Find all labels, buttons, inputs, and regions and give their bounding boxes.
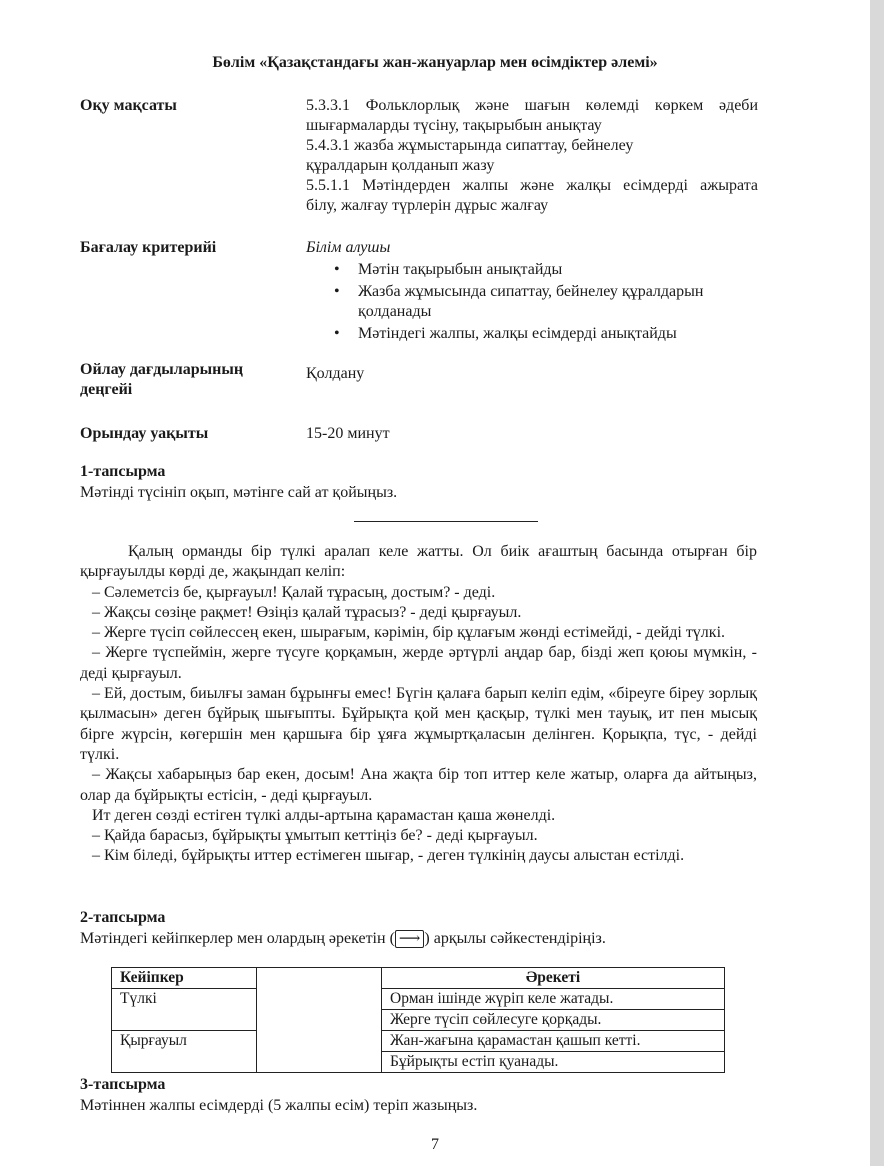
thinking-level-value: Қолдану bbox=[306, 365, 365, 382]
story-paragraph: – Жақсы хабарыңыз бар екен, досым! Ана жақта бір топ иттер келе жатыр, оларға да айтыңыз, олар да бұйрықты естісін, - деді қырғауыл. bbox=[80, 766, 757, 804]
learning-goals-label: Оқу мақсаты bbox=[80, 97, 177, 114]
criteria-list bbox=[306, 260, 758, 344]
header-action: Әрекеті bbox=[382, 968, 725, 989]
bullet-icon: • bbox=[334, 261, 340, 278]
task1-heading: 1-тапсырма bbox=[80, 463, 166, 480]
action-cell[interactable]: Жерге түсіп сөйлесуге қорқады. bbox=[382, 1010, 725, 1031]
story-paragraph: Ит деген сөзді естіген түлкі алды-артына қарамастан қаша жөнелді. bbox=[92, 806, 556, 824]
task3-heading: 3-тапсырма bbox=[80, 1076, 166, 1093]
arrow-icon: ⟶ bbox=[395, 930, 425, 948]
header-character: Кейіпкер bbox=[112, 968, 257, 989]
duration-label: Орындау уақыты bbox=[80, 425, 209, 442]
table-header-row bbox=[112, 968, 725, 989]
page-edge-strip bbox=[870, 0, 884, 1166]
action-cell[interactable]: Жан-жағына қарамастан қашып кетті. bbox=[382, 1031, 725, 1052]
title-answer-line[interactable] bbox=[354, 521, 538, 522]
learning-goal-line: 5.4.3.1 жазба жұмыстарында сипаттау, бейнелеу bbox=[306, 137, 634, 154]
criteria-item: • Мәтіндегі жалпы, жалқы есімдерді анықтайды bbox=[334, 325, 677, 342]
matching-space[interactable] bbox=[257, 989, 382, 1073]
matching-space[interactable] bbox=[257, 968, 382, 989]
learning-goals-value bbox=[306, 96, 758, 216]
thinking-level-label: Ойлау дағдыларының деңгейі bbox=[80, 361, 244, 398]
story-paragraph: – Жерге түспеймін, жерге түсуге қорқамын, жерде әртүрлі аңдар бар, бізді жеп қоюы мүмкін, - деді қырғауыл. bbox=[80, 644, 757, 682]
duration-value: 15-20 минут bbox=[306, 425, 390, 442]
criteria-item: • Жазба жұмысында сипаттау, бейнелеу құралдарын қолданады bbox=[334, 283, 704, 320]
criteria-item: • Мәтін тақырыбын анықтайды bbox=[334, 261, 563, 278]
story-paragraph: – Кім біледі, бұйрықты иттер естімеген шығар, - деген түлкінің даусы алыстан естілді. bbox=[92, 847, 685, 865]
table-row bbox=[112, 989, 725, 1010]
task1-instruction: Мәтінді түсініп оқып, мәтінге сай ат қойыңыз. bbox=[80, 484, 398, 501]
learning-goal-line: 5.3.3.1 Фольклорлық және шағын көлемді көркем әдеби bbox=[306, 97, 758, 114]
story-paragraph: – Жерге түсіп сөйлессең екен, шырағым, кәрімін, бір құлағым жөнді естімейді, - дейді түлкі. bbox=[92, 624, 726, 642]
criteria-intro: Білім алушы bbox=[306, 239, 391, 256]
criteria-label: Бағалау критерийі bbox=[80, 239, 217, 256]
story-paragraph: – Ей, достым, биылғы заман бұрынғы емес! Бүгін қалаға барып келіп едім, «біреуге біреу зорлық қылмасын» деген бұйрық шығыпты. Бұйрықта қой мен қасқыр, түлкі мен тауық, ит пен мысық бірге жүрсін, көгершін мен қаршыға бір ұяға жұмыртқаласын делінген. Қорықпа, түс, - дейді түлкі. bbox=[80, 685, 757, 763]
learning-goal-line: шығармаларды түсіну, тақырыбын анықтау bbox=[306, 117, 602, 134]
learning-goal-line: білу, жалғау түрлерін дұрыс жалғау bbox=[306, 197, 549, 214]
task2-heading: 2-тапсырма bbox=[80, 909, 166, 926]
table-row bbox=[112, 1031, 725, 1052]
action-cell[interactable]: Орман ішінде жүріп келе жатады. bbox=[382, 989, 725, 1010]
bullet-icon: • bbox=[334, 283, 340, 300]
story-paragraph: – Қайда барасыз, бұйрықты ұмытып кеттіңіз бе? - деді қырғауыл. bbox=[92, 827, 538, 845]
learning-goal-line: 5.5.1.1 Мәтіндерден жалпы және жалқы есімдерді ажырата bbox=[306, 177, 758, 194]
matching-table bbox=[111, 967, 725, 1073]
story-paragraph: Қалың орманды бір түлкі аралап келе жатты. Ол биік ағаштың басында отырған бір қырғауылды көрді де, жақындап келіп: bbox=[80, 543, 757, 581]
story-paragraph: – Сәлеметсіз бе, қырғауыл! Қалай тұрасың, достым? - деді. bbox=[92, 583, 496, 601]
character-cell[interactable]: Қырғауыл bbox=[112, 1031, 257, 1073]
action-cell[interactable]: Бұйрықты естіп қуанады. bbox=[382, 1052, 725, 1073]
story-text bbox=[80, 542, 757, 867]
character-cell[interactable]: Түлкі bbox=[112, 989, 257, 1031]
bullet-icon: • bbox=[334, 325, 340, 342]
criteria-value bbox=[306, 238, 758, 346]
story-paragraph: – Жақсы сөзіңе рақмет! Өзіңіз қалай тұрасыз? - деді қырғауыл. bbox=[92, 603, 522, 621]
page-number: 7 bbox=[431, 1136, 439, 1153]
task3-instruction: Мәтіннен жалпы есімдерді (5 жалпы есім) теріп жазыңыз. bbox=[80, 1097, 478, 1114]
task2-instruction: Мәтіндегі кейіпкерлер мен олардың әрекетін ( ⟶ ) арқылы сәйкестендіріңіз. bbox=[80, 930, 606, 947]
section-title: Бөлім «Қазақстандағы жан-жануарлар мен өсімдіктер әлемі» bbox=[212, 54, 658, 71]
learning-goal-line: құралдарын қолданып жазу bbox=[306, 157, 495, 174]
